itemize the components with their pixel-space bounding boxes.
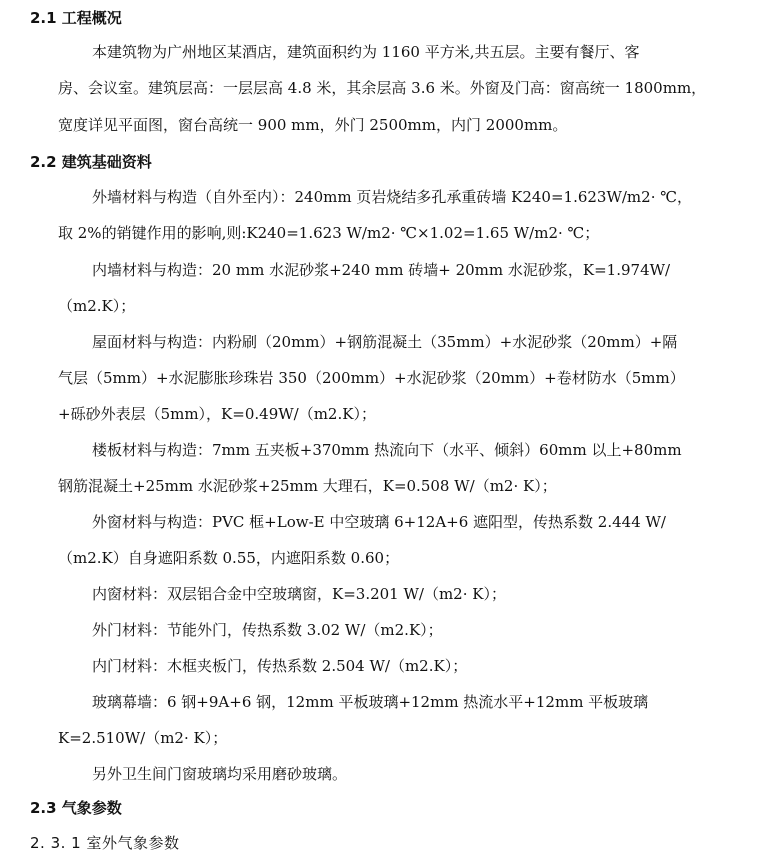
paragraph-roof-line-1: 屋面材料与构造：内粉刷（20mm）+钢筋混凝土（35mm）+水泥砂浆（20mm）+隔 <box>92 333 678 351</box>
paragraph-outer-window-line-2: （m2.K）自身遮阳系数 0.55，内遮阳系数 0.60； <box>58 549 400 567</box>
section-heading-2-3: 2.3 气象参数 <box>30 799 122 817</box>
paragraph-outer-wall-line-2: 取 2%的销键作用的影响,则:K240=1.623 W/m2· ℃×1.02=1.65 W/m2· ℃； <box>58 224 600 242</box>
paragraph-floor-line-1: 楼板材料与构造：7mm 五夹板+370mm 热流向下（水平、倾斜）60mm 以上+80mm <box>92 441 682 459</box>
paragraph-curtain-wall-line-1: 玻璃幕墙：6 钢+9A+6 钢，12mm 平板玻璃+12mm 热流水平+12mm 平板玻璃 <box>92 693 649 711</box>
section-heading-2-2: 2.2 建筑基础资料 <box>30 153 152 171</box>
paragraph-outer-wall-line-1: 外墙材料与构造（自外至内）：240mm 页岩烧结多孔承重砖墙 K240=1.623W/m2· ℃， <box>92 188 693 206</box>
paragraph-floor-line-2: 钢筋混凝土+25mm 水泥砂浆+25mm 大理石，K=0.508 W/（m2· K）； <box>58 477 557 495</box>
paragraph-inner-wall-line-1: 内墙材料与构造：20 mm 水泥砂浆+240 mm 砖墙+ 20mm 水泥砂浆，K=1.974W/ <box>92 261 671 279</box>
paragraph-roof-line-3: +砾砂外表层（5mm），K=0.49W/（m2.K）； <box>58 405 376 423</box>
paragraph-overview-line-1: 本建筑物为广州地区某酒店，建筑面积约为 1160 平方米,共五层。主要有餐厅、客 <box>92 43 640 61</box>
section-heading-2-3-1: 2. 3. 1 室外气象参数 <box>30 834 180 852</box>
paragraph-overview-line-3: 宽度详见平面图，窗台高统一 900 mm，外门 2500mm，内门 2000mm。 <box>58 116 568 134</box>
paragraph-inner-wall-line-2: （m2.K）； <box>58 297 136 315</box>
paragraph-curtain-wall-line-2: K=2.510W/（m2· K）； <box>58 729 228 747</box>
paragraph-inner-door: 内门材料：木框夹板门，传热系数 2.504 W/（m2.K）； <box>92 657 468 675</box>
paragraph-outer-door: 外门材料：节能外门，传热系数 3.02 W/（m2.K）； <box>92 621 443 639</box>
paragraph-roof-line-2: 气层（5mm）+水泥膨胀珍珠岩 350（200mm）+水泥砂浆（20mm）+卷材防水（5mm） <box>58 369 685 387</box>
paragraph-outer-window-line-1: 外窗材料与构造：PVC 框+Low-E 中空玻璃 6+12A+6 遮阳型，传热系数 2.444 W/ <box>92 513 666 531</box>
paragraph-overview-line-2: 房、会议室。建筑层高：一层层高 4.8 米，其余层高 3.6 米。外窗及门高：窗高统一 1800mm， <box>58 79 707 97</box>
paragraph-toilet-glass: 另外卫生间门窗玻璃均采用磨砂玻璃。 <box>92 765 348 783</box>
paragraph-inner-window: 内窗材料：双层铝合金中空玻璃窗，K=3.201 W/（m2· K）； <box>92 585 506 603</box>
section-heading-2-1: 2.1 工程概况 <box>30 9 122 27</box>
